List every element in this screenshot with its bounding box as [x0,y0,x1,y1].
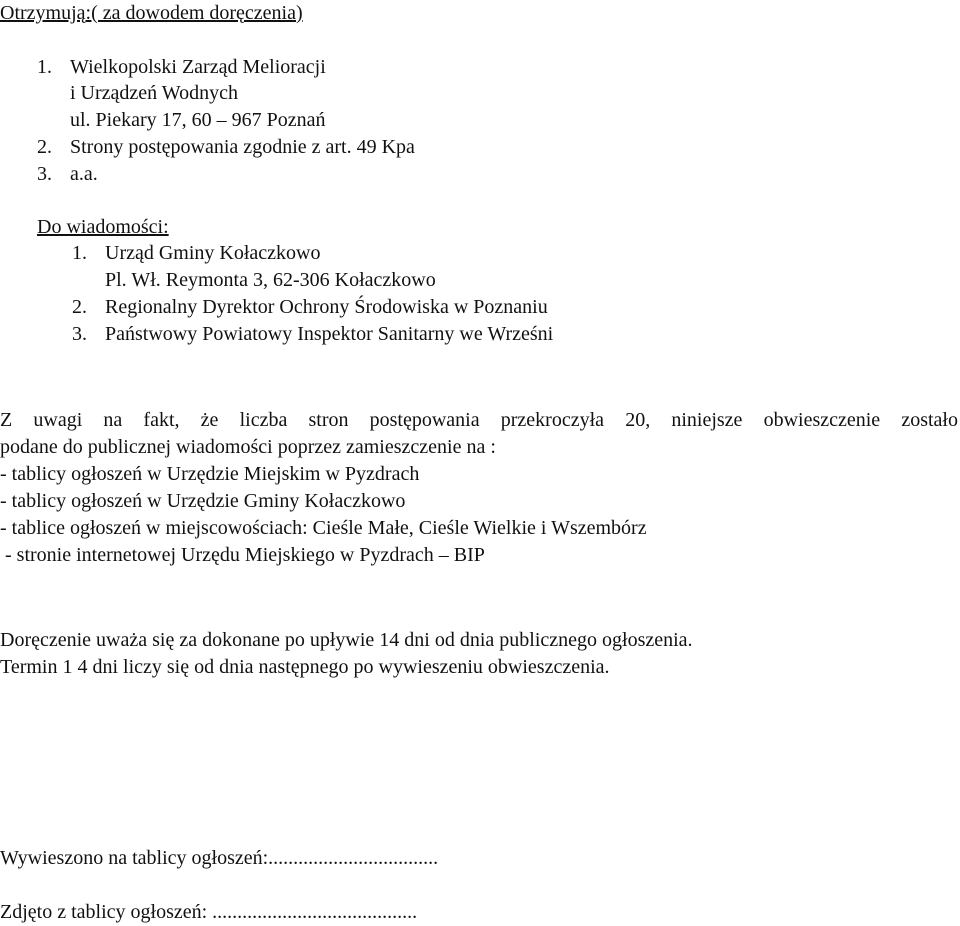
recipient-2-number: 2. [37,136,52,158]
info-3-number: 3. [72,323,87,345]
delivery-line-2: Termin 1 4 dni liczy się od dnia następnego po wywieszeniu obwieszczenia. [0,656,610,678]
notice-line-2: podane do publicznej wiadomości poprzez zamieszczenie na : [0,436,496,458]
info-2-number: 2. [72,296,87,318]
info-1-line-1: Urząd Gminy Kołaczkowo [105,242,321,264]
info-heading: Do wiadomości: [37,216,169,238]
notice-line-1: Z uwagi na fakt, że liczba stron postępowania przekroczyła 20, niniejsze obwieszczenie zostało [0,409,958,431]
notice-bullet-3: - tablice ogłoszeń w miejscowościach: Cieśle Małe, Cieśle Wielkie i Wszembórz [0,517,647,539]
recipient-1-number: 1. [37,56,52,78]
info-1-line-2: Pl. Wł. Reymonta 3, 62-306 Kołaczkowo [105,269,436,291]
info-3-line-1: Państwowy Powiatowy Inspektor Sanitarny we Wrześni [105,323,554,345]
recipients-heading: Otrzymują:( za dowodem doręczenia) [0,2,303,24]
recipient-1-line-3: ul. Piekary 17, 60 – 967 Poznań [70,109,326,131]
recipient-2-line-1: Strony postępowania zgodnie z art. 49 Kpa [70,136,415,158]
notice-bullet-4: - stronie internetowej Urzędu Miejskiego w Pyzdrach – BIP [0,544,485,566]
removed-from-board-line: Zdjęto z tablicy ogłoszeń: ......................................... [0,901,418,923]
delivery-line-1: Doręczenie uważa się za dokonane po upływie 14 dni od dnia publicznego ogłoszenia. [0,629,693,651]
recipient-3-number: 3. [37,163,52,185]
posted-on-board-line: Wywieszono na tablicy ogłoszeń:.................................. [0,847,439,869]
notice-bullet-1: - tablicy ogłoszeń w Urzędzie Miejskim w Pyzdrach [0,463,420,485]
recipient-3-line-1: a.a. [70,163,98,185]
info-2-line-1: Regionalny Dyrektor Ochrony Środowiska w Poznaniu [105,296,548,318]
notice-bullet-2: - tablicy ogłoszeń w Urzędzie Gminy Kołaczkowo [0,490,406,512]
recipient-1-line-2: i Urządzeń Wodnych [70,82,238,104]
info-1-number: 1. [72,242,87,264]
recipient-1-line-1: Wielkopolski Zarząd Melioracji [70,56,326,78]
